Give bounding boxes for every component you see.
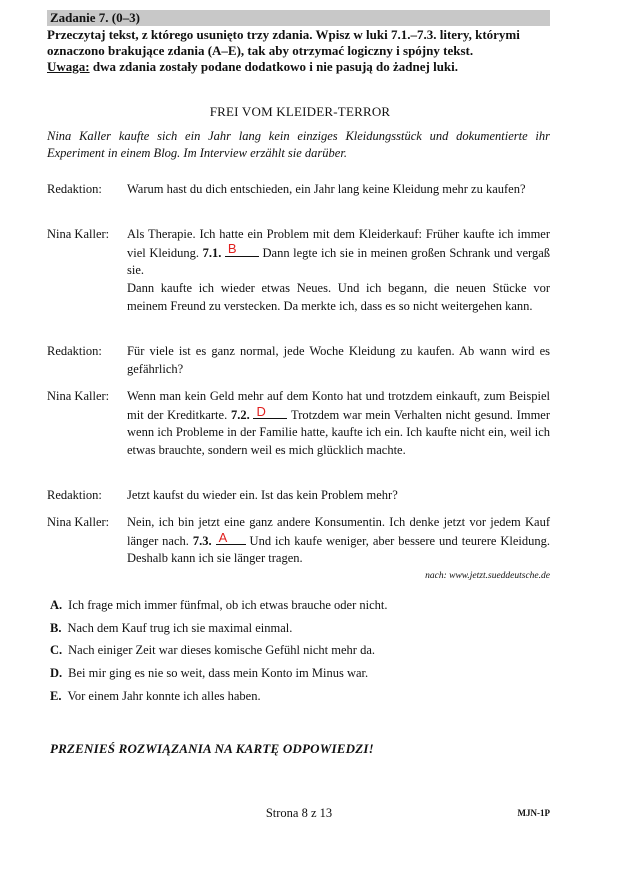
dialogue-text bbox=[127, 514, 550, 568]
text-before-gap: Wenn man kein Geld mehr auf dem Konto hat und trotzdem einkauft, zum Beispiel mit der Kreditkarte. bbox=[127, 389, 550, 422]
source-citation: nach: www.jetzt.sueddeutsche.de bbox=[425, 571, 550, 581]
dialogue-text: Warum hast du dich entschieden, ein Jahr lang keine Kleidung mehr zu kaufen? bbox=[127, 182, 526, 196]
speaker-label: Redaktion: bbox=[47, 182, 102, 196]
option-text: Nach dem Kauf trug ich sie maximal einmal. bbox=[67, 621, 293, 635]
speaker-label: Redaktion: bbox=[47, 488, 102, 502]
dialogue-text: Jetzt kaufst du wieder ein. Ist das kein Problem mehr? bbox=[127, 488, 398, 502]
option-text: Bei mir ging es nie so weit, dass mein Konto im Minus war. bbox=[68, 666, 369, 680]
option-letter: B. bbox=[50, 621, 62, 635]
option-letter: E. bbox=[50, 689, 62, 703]
option-b bbox=[50, 620, 292, 637]
note-label: Uwaga: bbox=[47, 59, 90, 74]
handwritten-answer: D bbox=[256, 403, 266, 419]
text-before-gap: Nein, ich bin jetzt eine ganz andere Konsumentin. Ich denke jetzt vor jedem Kauf länger nach. bbox=[127, 515, 550, 548]
instruction-note bbox=[47, 59, 552, 75]
page-number: Strona 8 z 13 bbox=[265, 806, 333, 820]
option-letter: D. bbox=[50, 666, 63, 680]
handwritten-answer: A bbox=[218, 529, 228, 545]
gap-label: 7.1. bbox=[202, 245, 222, 260]
handwritten-answer: B bbox=[227, 240, 237, 256]
dialogue-text-continued: Dann kaufte ich wieder etwas Neues. Und ich begann, die neuen Stücke vor meinem Freund zu verstecken. Da merkte ich, dass es so nicht weitergehen kann. bbox=[127, 281, 550, 313]
speaker-label: Nina Kaller: bbox=[47, 227, 110, 241]
article-title: FREI VOM KLEIDER-TERROR bbox=[209, 104, 391, 119]
option-letter: C. bbox=[50, 643, 63, 657]
text-after-gap: Und ich kaufe weniger, aber bessere und teurere Kleidung. Deshalb kann ich sie länger tragen. bbox=[127, 533, 551, 565]
gap-label: 7.2. bbox=[230, 407, 250, 422]
speaker-label: Nina Kaller: bbox=[47, 515, 110, 529]
text-after-gap: Dann legte ich sie in meinen großen Schrank und vergaß sie. bbox=[127, 245, 551, 277]
speaker-label: Redaktion: bbox=[47, 344, 102, 358]
instruction-line-1: Przeczytaj tekst, z którego usunięto trzy zdania. Wpisz w luki 7.1.–7.3. litery, którymi bbox=[47, 27, 520, 42]
text-before-gap: Als Therapie. Ich hatte ein Problem mit dem Kleiderkauf: Früher kaufte ich immer viel Kleidung. bbox=[127, 227, 550, 260]
option-e bbox=[50, 688, 261, 705]
answer-blank-7-2[interactable] bbox=[253, 403, 287, 419]
dialogue-text bbox=[127, 226, 550, 280]
answer-blank-7-3[interactable] bbox=[216, 529, 246, 545]
text-after-gap: Trotzdem war mein Verhalten nicht gesund. Immer wenn ich Probleme in der Familie hatte, kaufte ich ein. Ich kaufte nicht ein, weil ich etwas brauchte, sondern weil es mich glücklich machte. bbox=[127, 407, 550, 457]
dialogue-text bbox=[127, 388, 550, 459]
transfer-note: PRZENIEŚ ROZWIĄZANIA NA KARTĘ ODPOWIEDZI! bbox=[50, 741, 374, 756]
option-c bbox=[50, 642, 375, 659]
option-letter: A. bbox=[50, 598, 63, 612]
option-text: Vor einem Jahr konnte ich alles haben. bbox=[67, 689, 261, 703]
task-title: Zadanie 7. (0–3) bbox=[50, 10, 140, 25]
answer-blank-7-1[interactable] bbox=[225, 240, 259, 257]
option-d bbox=[50, 665, 368, 682]
option-text: Ich frage mich immer fünfmal, ob ich etwas brauche oder nicht. bbox=[68, 598, 388, 612]
dialogue-text: Für viele ist es ganz normal, jede Woche Kleidung zu kaufen. Ab wann wird es gefährlich? bbox=[127, 344, 550, 376]
speaker-label: Nina Kaller: bbox=[47, 389, 110, 403]
option-a bbox=[50, 597, 387, 614]
instruction-line-2: oznaczono brakujące zdania (A–E), tak aby otrzymać logiczny i spójny tekst. bbox=[47, 43, 474, 58]
gap-label: 7.3. bbox=[192, 533, 212, 548]
article-lead: Nina Kaller kaufte sich ein Jahr lang kein einziges Kleidungsstück und dokumentierte ihr Experiment in einem Blog. Im Interview erzählt sie darüber. bbox=[47, 129, 550, 160]
note-text: dwa zdania zostały podane dodatkowo i nie pasują do żadnej luki. bbox=[89, 59, 459, 74]
exam-code: MJN-1P bbox=[517, 808, 550, 818]
option-text: Nach einiger Zeit war dieses komische Gefühl nicht mehr da. bbox=[68, 643, 375, 657]
